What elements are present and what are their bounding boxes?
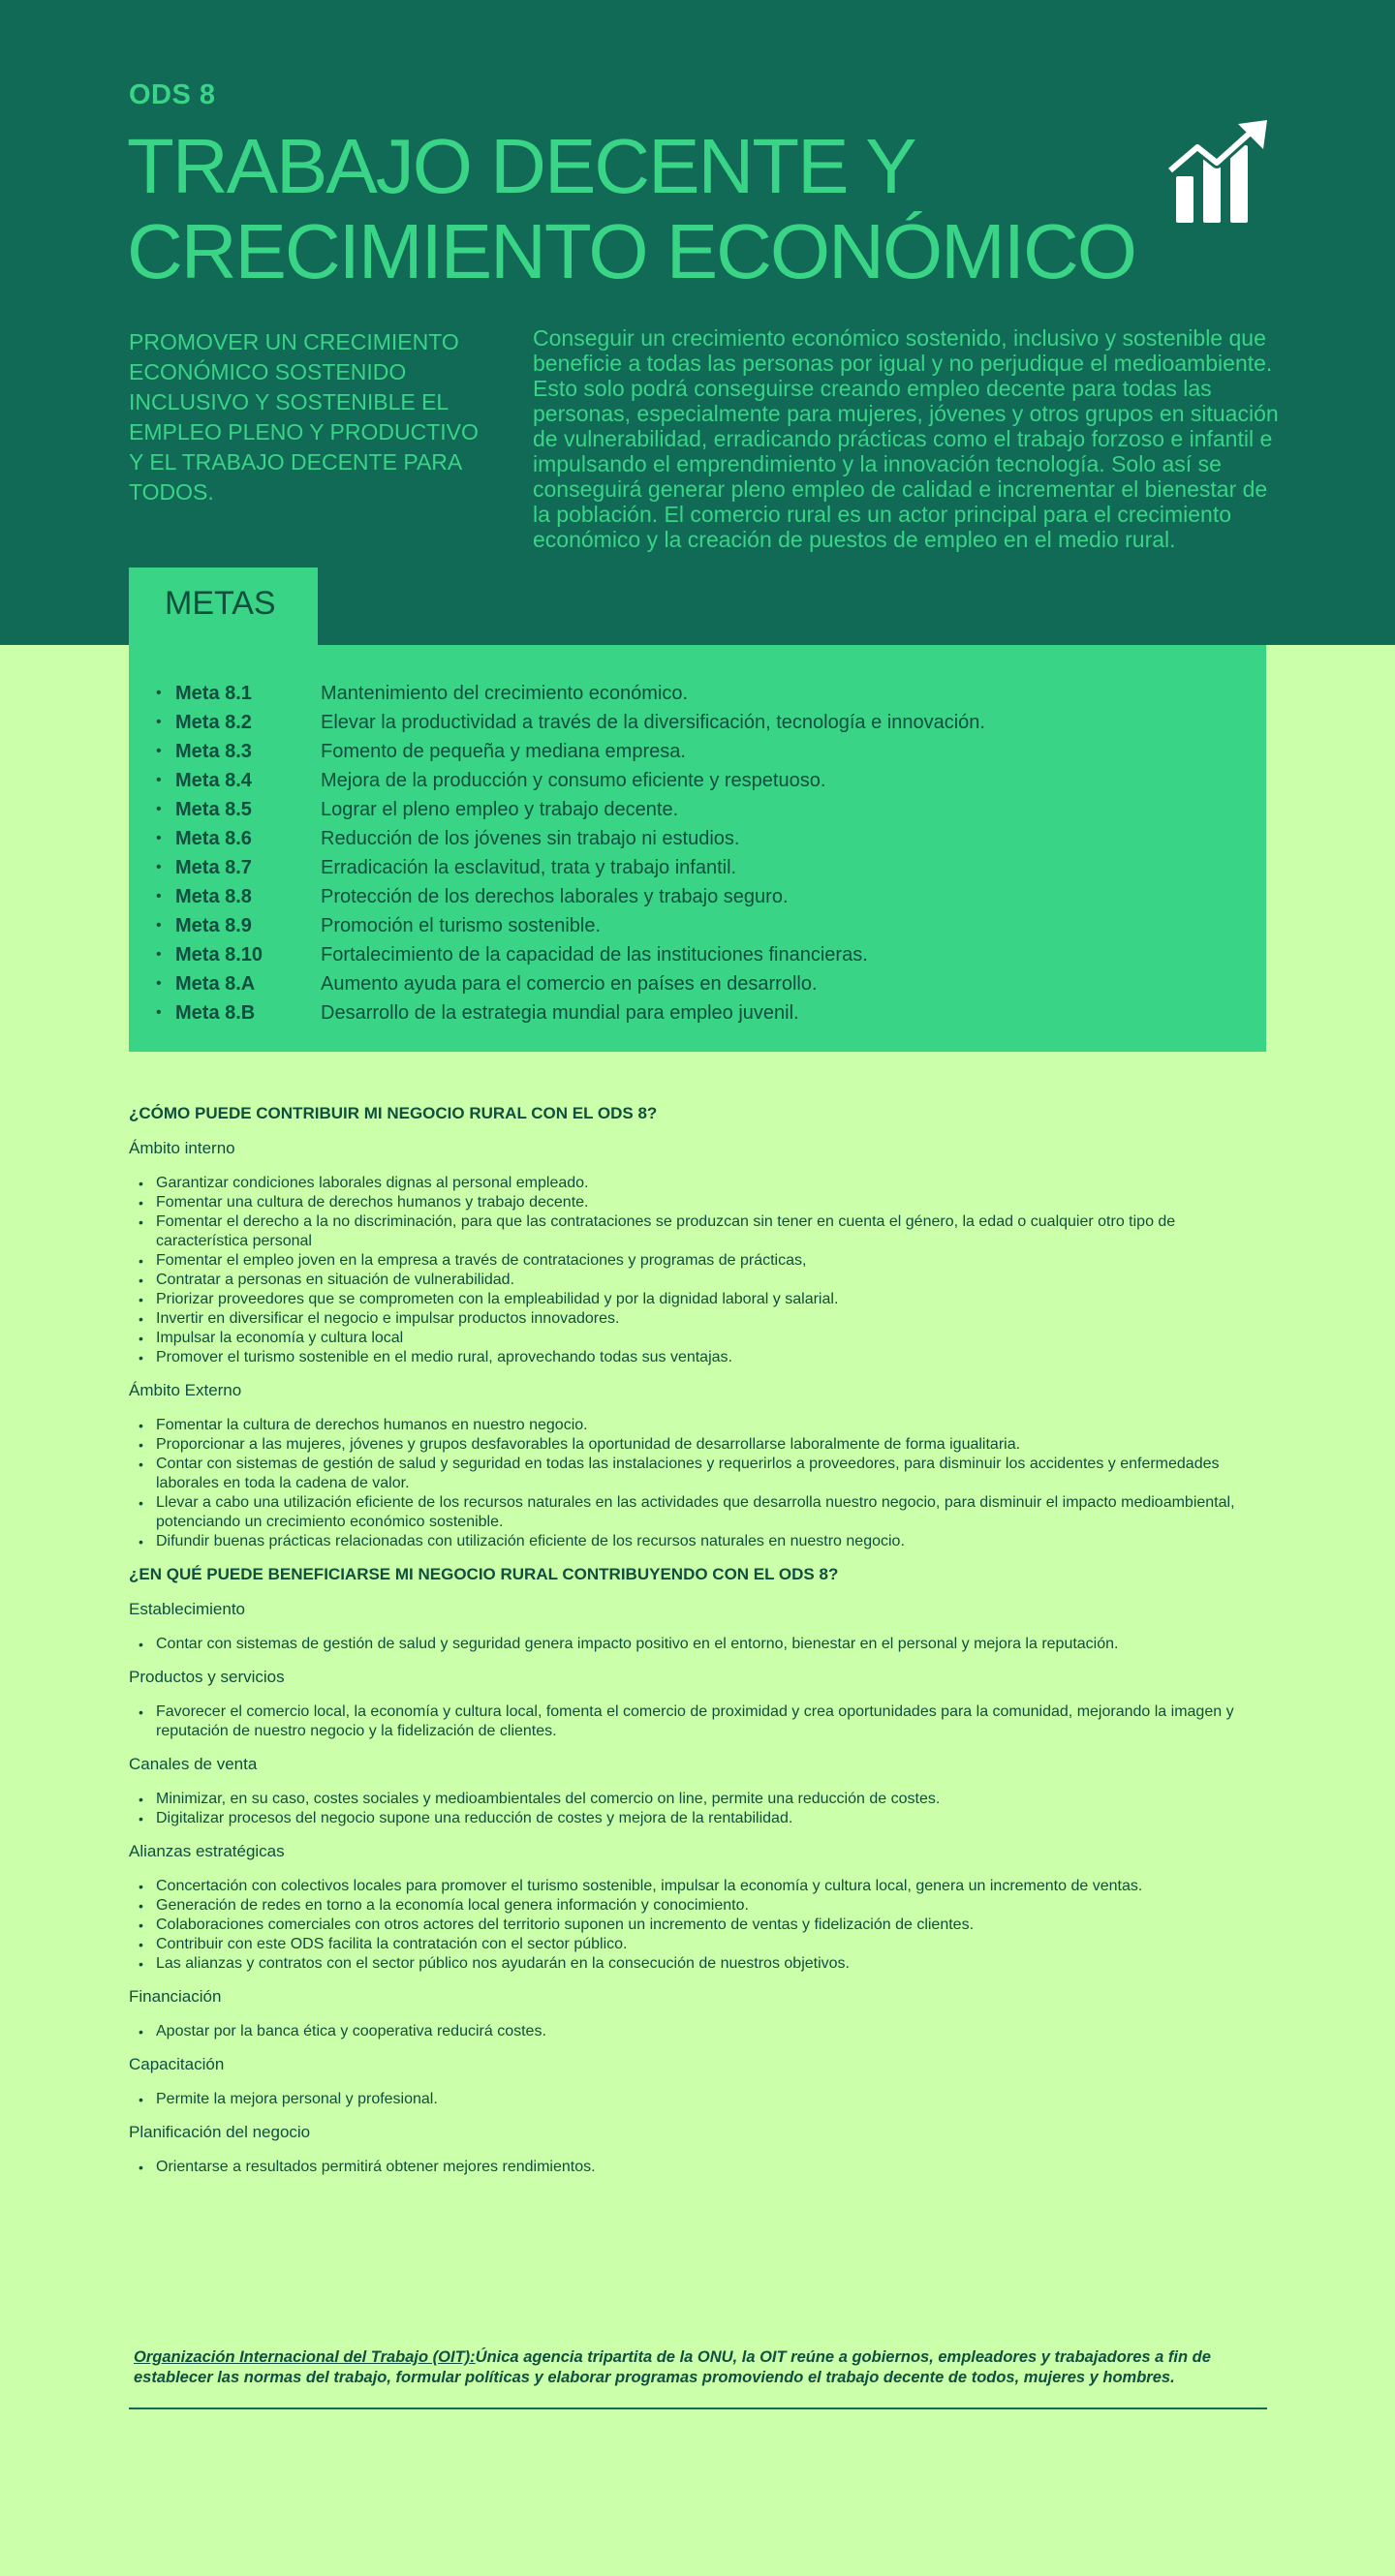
contribute-title: ¿CÓMO PUEDE CONTRIBUIR MI NEGOCIO RURAL CON EL ODS 8? bbox=[129, 1104, 658, 1122]
external-list bbox=[129, 1416, 1267, 1551]
list-item: • Contribuir con este ODS facilita la contratación con el sector público. bbox=[129, 1935, 1267, 1954]
list-item: • Promover el turismo sostenible en el medio rural, aprovechando todas sus ventajas. bbox=[129, 1348, 1267, 1367]
bullet: • bbox=[156, 685, 162, 701]
benefit-section-list bbox=[129, 2022, 1267, 2041]
list-item: • Contratar a personas en situación de vulnerabilidad. bbox=[129, 1271, 1267, 1290]
list-item: • Digitalizar procesos del negocio supone una reducción de costes y mejora de la rentabilidad. bbox=[129, 1809, 1267, 1828]
promo-text: PROMOVER UN CRECIMIENTO ECONÓMICO SOSTENIDO INCLUSIVO Y SOSTENIBLE EL EMPLEO PLENO Y PRODUCTIVO Y EL TRABAJO DECENTE PARA TODOS. bbox=[129, 329, 479, 505]
benefit-section-title: Alianzas estratégicas bbox=[129, 1842, 285, 1860]
list-item: • Minimizar, en su caso, costes sociales y medioambientales del comercio on line, permite una reducción de costes. bbox=[129, 1790, 1267, 1809]
bullet: • bbox=[156, 1004, 162, 1021]
meta-item bbox=[156, 737, 1241, 766]
list-item: • Las alianzas y contratos con el sector público nos ayudarán en la consecución de nuestros objetivos. bbox=[129, 1954, 1267, 1974]
meta-item bbox=[156, 940, 1241, 969]
benefit-section-title: Planificación del negocio bbox=[129, 2123, 311, 2141]
bullet: • bbox=[156, 946, 162, 963]
meta-item bbox=[156, 795, 1241, 824]
list-item: • Difundir buenas prácticas relacionadas con utilización eficiente de los recursos naturales en nuestro negocio. bbox=[129, 1532, 1267, 1551]
meta-item bbox=[156, 824, 1241, 853]
list-item: • Concertación con colectivos locales para promover el turismo sostenible, impulsar la economía y cultura local, genera un incremento de ventas. bbox=[129, 1877, 1267, 1896]
meta-item bbox=[156, 998, 1241, 1027]
bullet: • bbox=[156, 772, 162, 788]
bullet: • bbox=[156, 917, 162, 934]
metas-box bbox=[129, 645, 1266, 1052]
bullet: • bbox=[156, 714, 162, 730]
growth-chart-icon bbox=[1168, 120, 1269, 225]
list-item: • Favorecer el comercio local, la economía y cultura local, fomenta el comercio de proximidad y crea oportunidades para la comunidad, mejorando la imagen y reputación de nuestro negocio y la fidelización de clientes. bbox=[129, 1702, 1267, 1741]
bullet: • bbox=[156, 830, 162, 846]
benefit-section-list bbox=[129, 2090, 1267, 2109]
benefit-section-list bbox=[129, 2158, 1267, 2177]
benefit-title: ¿EN QUÉ PUEDE BENEFICIARSE MI NEGOCIO RURAL CONTRIBUYENDO CON EL ODS 8? bbox=[129, 1565, 839, 1583]
list-item: • Contar con sistemas de gestión de salud y seguridad en todas las instalaciones y requerirlos a proveedores, para disminuir los accidentes y enfermedades laborales en toda la cadena de valor. bbox=[129, 1455, 1267, 1493]
meta-item bbox=[156, 766, 1241, 795]
content bbox=[129, 1104, 1267, 2191]
meta-text: Promoción el turismo sostenible. bbox=[321, 914, 602, 936]
meta-code: Meta 8.3 bbox=[175, 740, 252, 762]
list-item: • Llevar a cabo una utilización eficiente de los recursos naturales en las actividades que desarrolla nuestro negocio, para disminuir el impacto medioambiental, potenciando un crecimiento económico sostenible. bbox=[129, 1493, 1267, 1532]
meta-text: Protección de los derechos laborales y trabajo seguro. bbox=[321, 885, 789, 907]
footer-text: Única agencia tripartita de la ONU, la OIT reúne a gobiernos, empleadores y trabajadores a fin de establecer las normas del trabajo, formular políticas y elaborar programas promoviendo el trabajo decente de todos, mujeres y hombres. bbox=[134, 2348, 1211, 2386]
meta-code: Meta 8.B bbox=[175, 1001, 256, 1024]
list-item: • Fomentar una cultura de derechos humanos y trabajo decente. bbox=[129, 1193, 1267, 1212]
metas-tab-label: METAS bbox=[165, 585, 276, 622]
meta-code: Meta 8.9 bbox=[175, 914, 252, 936]
bullet: • bbox=[156, 859, 162, 875]
meta-code: Meta 8.7 bbox=[175, 856, 252, 878]
meta-code: Meta 8.4 bbox=[175, 769, 252, 791]
meta-code: Meta 8.10 bbox=[175, 943, 264, 966]
meta-code: Meta 8.1 bbox=[175, 682, 252, 704]
external-title: Ámbito Externo bbox=[129, 1381, 242, 1399]
internal-title: Ámbito interno bbox=[129, 1139, 235, 1157]
meta-list bbox=[156, 679, 1241, 1027]
list-item: • Impulsar la economía y cultura local bbox=[129, 1329, 1267, 1348]
meta-text: Aumento ayuda para el comercio en países en desarrollo. bbox=[321, 972, 818, 995]
benefit-section-title: Canales de venta bbox=[129, 1755, 258, 1773]
meta-text: Erradicación la esclavitud, trata y trabajo infantil. bbox=[321, 856, 737, 878]
benefit-section-title: Financiación bbox=[129, 1987, 222, 2006]
benefit-section-title: Capacitación bbox=[129, 2055, 225, 2073]
meta-item bbox=[156, 679, 1241, 708]
meta-text: Lograr el pleno empleo y trabajo decente. bbox=[321, 798, 679, 820]
list-item: • Fomentar el empleo joven en la empresa a través de contrataciones y programas de prácticas, bbox=[129, 1251, 1267, 1271]
meta-code: Meta 8.6 bbox=[175, 827, 252, 849]
benefit-section-list bbox=[129, 1790, 1267, 1828]
bullet: • bbox=[156, 888, 162, 905]
meta-item bbox=[156, 969, 1241, 998]
metas-tab bbox=[129, 567, 318, 647]
meta-text: Fomento de pequeña y mediana empresa. bbox=[321, 740, 686, 762]
list-item: • Fomentar la cultura de derechos humanos en nuestro negocio. bbox=[129, 1416, 1267, 1435]
meta-code: Meta 8.5 bbox=[175, 798, 252, 820]
bullet: • bbox=[156, 743, 162, 759]
meta-text: Mantenimiento del crecimiento económico. bbox=[321, 682, 689, 704]
footer-org: Organización Internacional del Trabajo (OIT): bbox=[134, 2348, 476, 2366]
benefit-section-list bbox=[129, 1635, 1267, 1654]
list-item: • Garantizar condiciones laborales dignas al personal empleado. bbox=[129, 1174, 1267, 1193]
footer-note bbox=[134, 2347, 1267, 2388]
meta-text: Desarrollo de la estrategia mundial para empleo juvenil. bbox=[321, 1001, 799, 1024]
benefit-section-title: Establecimiento bbox=[129, 1600, 246, 1618]
benefit-section-list bbox=[129, 1877, 1267, 1974]
meta-text: Reducción de los jóvenes sin trabajo ni estudios. bbox=[321, 827, 740, 849]
list-item: • Contar con sistemas de gestión de salud y seguridad genera impacto positivo en el entorno, bienestar en el personal y mejora la reputación. bbox=[129, 1635, 1267, 1654]
internal-list bbox=[129, 1174, 1267, 1367]
meta-text: Mejora de la producción y consumo eficiente y respetuoso. bbox=[321, 769, 826, 791]
meta-item bbox=[156, 853, 1241, 882]
list-item: • Orientarse a resultados permitirá obtener mejores rendimientos. bbox=[129, 2158, 1267, 2177]
list-item: • Fomentar el derecho a la no discriminación, para que las contrataciones se produzcan sin tener en cuenta el género, la edad o cualquier otro tipo de característica personal bbox=[129, 1212, 1267, 1251]
meta-text: Fortalecimiento de la capacidad de las instituciones financieras. bbox=[321, 943, 868, 966]
page-title: TRABAJO DECENTE Y CRECIMIENTO ECONÓMICO bbox=[127, 123, 1136, 294]
bullet: • bbox=[156, 975, 162, 992]
description-text: Conseguir un crecimiento económico sostenido, inclusivo y sostenible que beneficie a todas las personas por igual y no perjudique el medioambiente. Esto solo podrá conseguirse creando empleo decente para todas las personas, especialmente para mujeres, jóvenes y otros grupos en situación de vulnerabilidad, erradicando prácticas como el trabajo forzoso e infantil e impulsando el emprendimiento y la innovación tecnología. Solo así se conseguirá generar pleno empleo de calidad e incrementar el bienestar de la población. El comercio rural es un actor principal para el crecimiento económico y la creación de puestos de empleo en el medio rural. bbox=[533, 325, 1279, 552]
meta-item bbox=[156, 708, 1241, 737]
bullet: • bbox=[156, 801, 162, 817]
meta-code: Meta 8.A bbox=[175, 972, 256, 995]
list-item: • Generación de redes en torno a la economía local genera información y conocimiento. bbox=[129, 1896, 1267, 1916]
benefit-section-list bbox=[129, 1702, 1267, 1741]
header-banner bbox=[0, 0, 1395, 645]
benefit-section-title: Productos y servicios bbox=[129, 1668, 285, 1686]
list-item: • Apostar por la banca ética y cooperativa reducirá costes. bbox=[129, 2022, 1267, 2041]
meta-code: Meta 8.8 bbox=[175, 885, 252, 907]
list-item: • Colaboraciones comerciales con otros actores del territorio suponen un incremento de ventas y fidelización de clientes. bbox=[129, 1916, 1267, 1935]
meta-text: Elevar la productividad a través de la diversificación, tecnología e innovación. bbox=[321, 711, 985, 733]
list-item: • Invertir en diversificar el negocio e impulsar productos innovadores. bbox=[129, 1309, 1267, 1329]
list-item: • Permite la mejora personal y profesional. bbox=[129, 2090, 1267, 2109]
meta-item bbox=[156, 911, 1241, 940]
ods-label: ODS 8 bbox=[129, 79, 216, 110]
list-item: • Proporcionar a las mujeres, jóvenes y grupos desfavorables la oportunidad de desarrollarse laboralmente de forma igualitaria. bbox=[129, 1435, 1267, 1455]
list-item: • Priorizar proveedores que se comprometen con la empleabilidad y por la dignidad laboral y salarial. bbox=[129, 1290, 1267, 1309]
benefit-sections bbox=[129, 1600, 1267, 2177]
footer-divider bbox=[129, 2407, 1267, 2409]
meta-item bbox=[156, 882, 1241, 911]
meta-code: Meta 8.2 bbox=[175, 711, 252, 733]
